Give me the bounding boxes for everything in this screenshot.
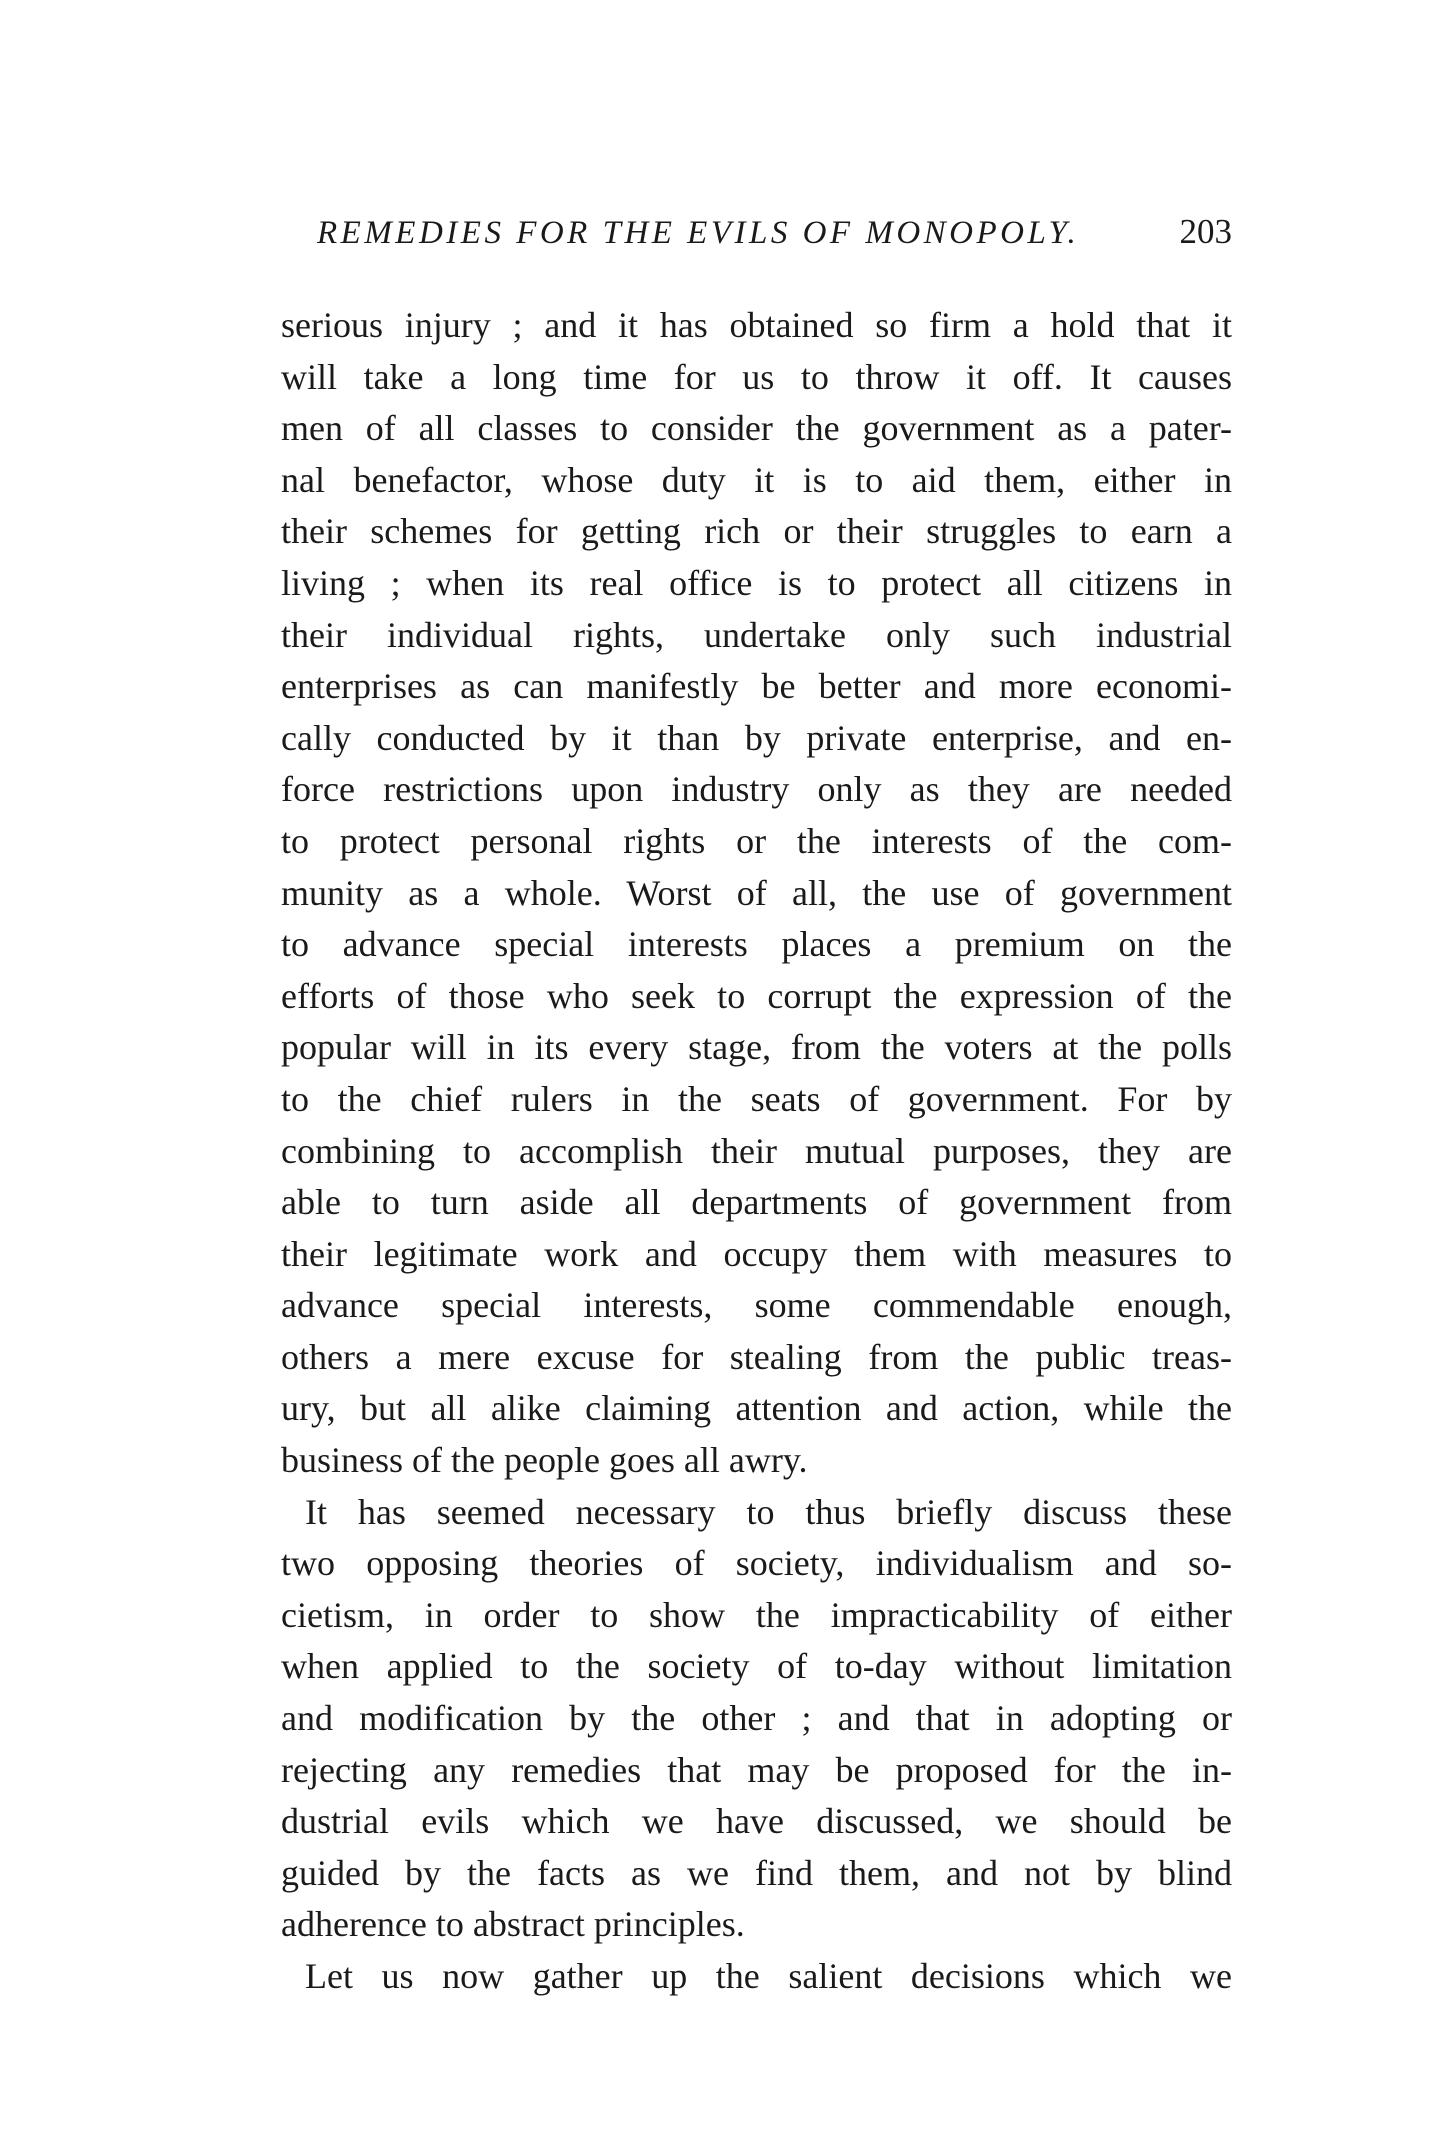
text-line: able to turn aside all departments of government from (281, 1182, 1232, 1223)
text-line: their individual rights, undertake only such industrial (281, 614, 1232, 655)
text-line: others a mere excuse for stealing from the public treas- (281, 1336, 1232, 1377)
text-line: their schemes for getting rich or their struggles to earn a (281, 511, 1232, 552)
text-line: will take a long time for us to throw it off. It causes (281, 356, 1232, 397)
text-line: popular will in its every stage, from the voters at the polls (281, 1027, 1232, 1068)
text-line: ury, but all alike claiming attention and action, while the (281, 1388, 1232, 1429)
text-line: dustrial evils which we have discussed, we should be (281, 1801, 1232, 1842)
text-line: and modification by the other ; and that in adopting or (281, 1698, 1232, 1739)
text-line: combining to accomplish their mutual purposes, they are (281, 1130, 1232, 1171)
text-line: force restrictions upon industry only as they are needed (281, 769, 1232, 810)
text-line: to advance special interests places a premium on the (281, 924, 1232, 965)
text-line: It has seemed necessary to thus briefly discuss these (305, 1491, 1232, 1532)
text-line: men of all classes to consider the government as a pater- (281, 408, 1232, 449)
text-line: to the chief rulers in the seats of government. For by (281, 1078, 1232, 1119)
text-line: two opposing theories of society, individualism and so- (281, 1543, 1232, 1584)
text-line: when applied to the society of to-day without limitation (281, 1646, 1232, 1687)
text-line: enterprises as can manifestly be better and more economi- (281, 666, 1232, 707)
page-number: 203 (1179, 212, 1232, 251)
text-line: to protect personal rights or the interests of the com- (281, 820, 1232, 861)
paragraph (281, 300, 1232, 1487)
text-line: cietism, in order to show the impracticability of either (281, 1594, 1232, 1635)
text-line: adherence to abstract principles. (281, 1904, 745, 1945)
running-header (281, 212, 1232, 252)
text-line: efforts of those who seek to corrupt the expression of the (281, 975, 1232, 1016)
running-title: REMEDIES FOR THE EVILS OF MONOPOLY. (317, 215, 1080, 251)
text-line: rejecting any remedies that may be proposed for the in- (281, 1749, 1232, 1790)
text-line: living ; when its real office is to protect all citizens in (281, 562, 1232, 603)
text-line: their legitimate work and occupy them with measures to (281, 1233, 1232, 1274)
text-line: cally conducted by it than by private enterprise, and en- (281, 717, 1232, 758)
text-line: serious injury ; and it has obtained so firm a hold that it (281, 305, 1232, 345)
body-text (281, 300, 1232, 2003)
paragraph (281, 1951, 1232, 2003)
text-line: advance special interests, some commendable enough, (281, 1285, 1232, 1326)
text-line: Let us now gather up the salient decisions which we (305, 1956, 1232, 1996)
text-line: business of the people goes all awry. (281, 1440, 808, 1481)
text-line: nal benefactor, whose duty it is to aid them, either in (281, 459, 1232, 500)
text-line: munity as a whole. Worst of all, the use of government (281, 872, 1232, 913)
paragraph (281, 1487, 1232, 1951)
text-line: guided by the facts as we find them, and not by blind (281, 1852, 1232, 1893)
